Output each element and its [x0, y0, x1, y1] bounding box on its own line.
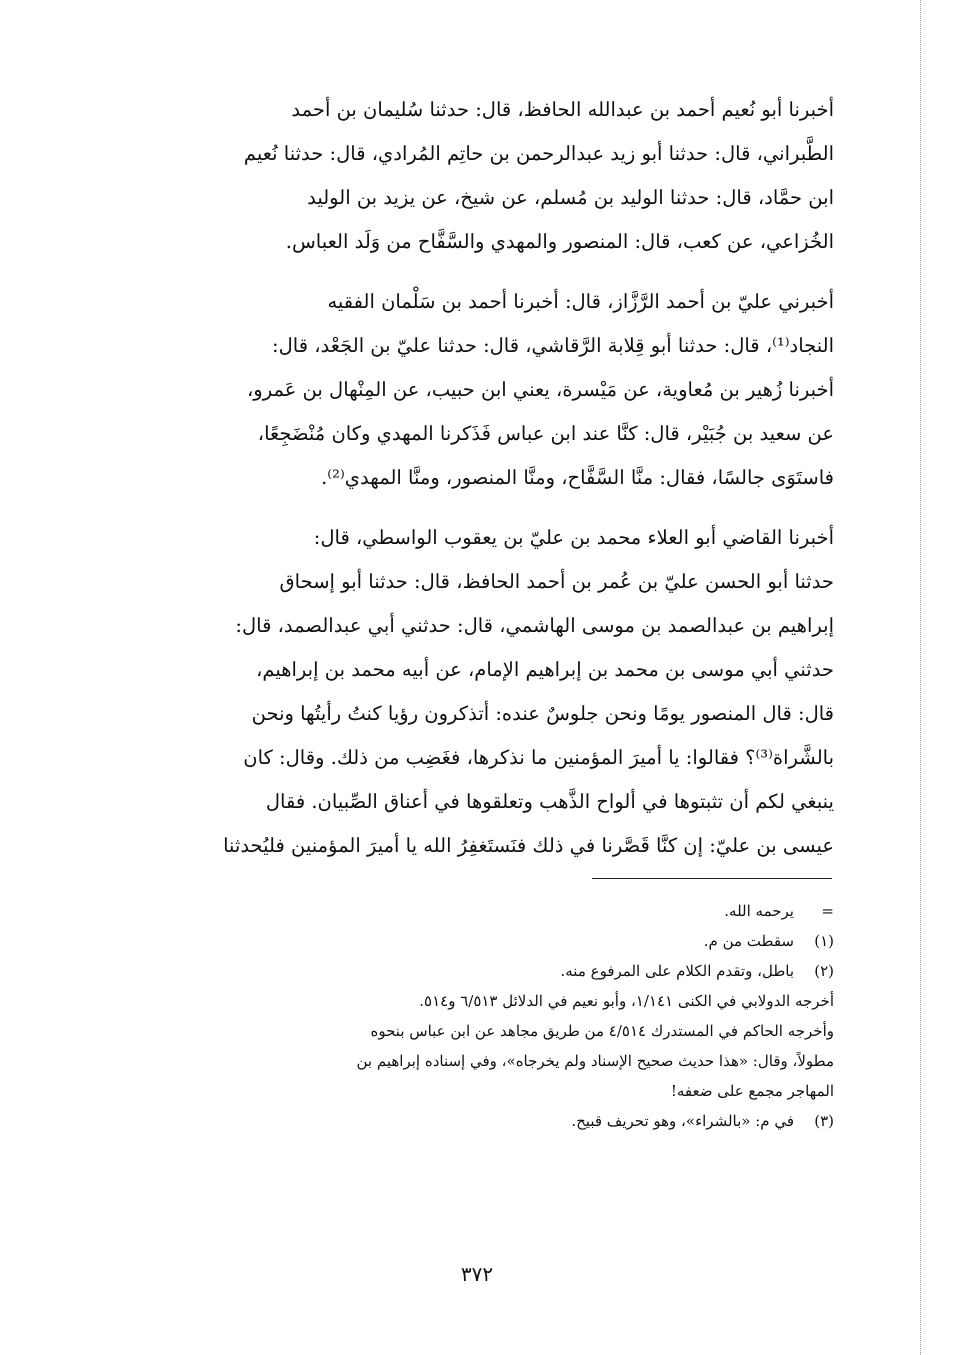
continuation-marker: = — [821, 902, 834, 920]
text-line: أخبرنا أبو نُعيم أحمد بن عبدالله الحافظ، قال: حدثنا سُليمان بن أحمد — [291, 98, 834, 121]
text-line: إبراهيم بن عبدالصمد بن موسى الهاشمي، قال: حدثني أبي عبدالصمد، قال: — [235, 614, 834, 637]
footnote-2-line: المهاجر مجمع على ضعفه! — [670, 1082, 834, 1100]
footnote-2-line: أخرجه الدولابي في الكنى ١/١٤١، وأبو نعيم في الدلائل ٦/٥١٣ و٥١٤. — [419, 992, 834, 1010]
footnote-2-line: مطولاً، وقال: «هذا حديث صحيح الإسناد ولم يخرجاه»، وفي إسناده إبراهيم بن — [356, 1052, 834, 1070]
footnote-number: (٢) — [814, 962, 834, 980]
text-line: عيسى بن عليّ: إن كنَّا قَصَّرنا في ذلك فنَستَغفِرُ الله يا أميرَ المؤمنين فليُحدثنا — [223, 834, 834, 857]
footnote-text: يرحمه الله. — [724, 902, 794, 920]
page-number: ٣٧٢ — [460, 1262, 494, 1286]
footnotes — [114, 896, 834, 1136]
page-edge-dots — [920, 0, 923, 1355]
footnote-text: في م: «بالشراء»، وهو تحريف قبيح. — [571, 1112, 794, 1130]
text-line: أخبرنا زُهير بن مُعاوية، عن مَيْسرة، يعني ابن حبيب، عن المِنْهال بن عَمرو، — [246, 378, 834, 401]
paragraph-2 — [122, 280, 834, 500]
footnote-1 — [114, 926, 834, 956]
footnote-separator — [592, 878, 832, 879]
footnote-2-line: وأخرجه الحاكم في المستدرك ٤/٥١٤ من طريق مجاهد عن ابن عباس بنحوه — [370, 1022, 834, 1040]
text-line: ابن حمَّاد، قال: حدثنا الوليد بن مُسلم، عن شيخ، عن يزيد بن الوليد — [307, 186, 834, 209]
text-line: أخبرني عليّ بن أحمد الرَّزَّاز، قال: أخبرنا أحمد بن سَلْمان الفقيه — [327, 290, 834, 313]
footnote-number: (٣) — [814, 1112, 834, 1130]
paragraph-1 — [122, 88, 834, 264]
text-line: فاستَوَى جالسًا، فقال: منَّا السَّفَّاح، ومنَّا المنصور، ومنَّا المهدي⁽²⁾. — [321, 466, 834, 489]
text-line: حدثني أبي موسى بن محمد بن إبراهيم الإمام، عن أبيه محمد بن إبراهيم، — [256, 658, 834, 681]
paragraph-3 — [122, 516, 834, 868]
footnote-text: سقطت من م. — [703, 932, 794, 950]
footnote-3 — [114, 1106, 834, 1136]
text-line: بالشَّراة⁽³⁾؟ فقالوا: يا أميرَ المؤمنين ما نذكرها، فغَضِب من ذلك. وقال: كان — [243, 746, 834, 769]
text-line: حدثنا أبو الحسن عليّ بن عُمر بن أحمد الحافظ، قال: حدثنا أبو إسحاق — [279, 570, 834, 593]
text-line: النجاد⁽¹⁾، قال: حدثنا أبو قِلابة الرَّقاشي، قال: حدثنا عليّ بن الجَعْد، قال: — [272, 334, 834, 357]
text-line: الخُزاعي، عن كعب، قال: المنصور والمهدي والسَّفَّاح من وَلَد العباس. — [285, 230, 834, 253]
text-line: أخبرنا القاضي أبو العلاء محمد بن عليّ بن يعقوب الواسطي، قال: — [313, 526, 834, 549]
text-line: ينبغي لكم أن تثبتوها في ألواح الذَّهب وتعلقوها في أعناق الصِّبيان. فقال — [265, 790, 834, 813]
text-line: الطَّبراني، قال: حدثنا أبو زيد عبدالرحمن بن حاتِم المُرادي، قال: حدثنا نُعيم — [243, 142, 834, 165]
text-line: قال: قال المنصور يومًا ونحن جلوسٌ عنده: أتذكرون رؤيا كنتُ رأيتُها ونحن — [251, 702, 834, 725]
footnote-2 — [114, 956, 834, 986]
footnote-number: (١) — [814, 932, 834, 950]
text-line: عن سعيد بن جُبَيْر، قال: كنَّا عند ابن عباس فَذَكرنا المهدي وكان مُنْضَجِعًا، — [257, 422, 834, 445]
footnote-text: باطل، وتقدم الكلام على المرفوع منه. — [560, 962, 794, 980]
footnote-continuation — [114, 896, 834, 926]
